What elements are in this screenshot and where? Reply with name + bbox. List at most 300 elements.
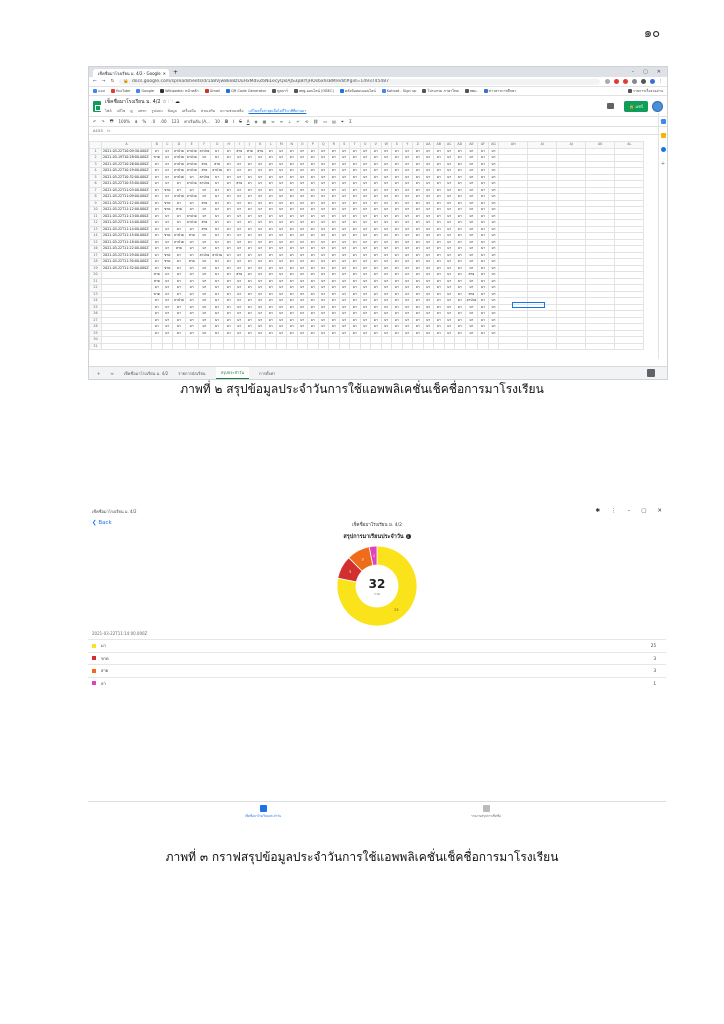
table-cell[interactable]: มา <box>423 311 434 318</box>
table-cell[interactable]: มา <box>465 285 478 292</box>
timestamp-cell[interactable]: 2021-03-22T11:32:00.000Z <box>102 265 152 272</box>
table-cell[interactable]: มา <box>413 298 424 305</box>
table-cell[interactable]: ลาป่วย <box>186 181 197 186</box>
table-cell[interactable]: มา <box>360 213 371 220</box>
table-cell[interactable]: มา <box>434 278 445 285</box>
column-header[interactable]: AC <box>444 142 455 149</box>
table-cell[interactable]: มา <box>152 226 163 233</box>
table-cell[interactable]: มา <box>478 187 489 194</box>
table-cell[interactable]: มา <box>381 200 392 207</box>
table-cell[interactable]: มา <box>465 278 478 285</box>
table-cell[interactable]: มา <box>455 285 466 292</box>
table-cell[interactable]: มา <box>413 174 424 181</box>
table-cell[interactable]: มา <box>173 181 186 188</box>
table-cell[interactable]: มา <box>402 246 413 253</box>
table-cell[interactable]: สาย <box>234 181 245 188</box>
add-addon-icon[interactable]: + <box>660 161 666 167</box>
table-cell[interactable]: มา <box>287 161 298 168</box>
column-header[interactable]: AG <box>488 142 499 149</box>
table-cell[interactable]: มา <box>413 265 424 272</box>
column-header[interactable]: X <box>392 142 403 149</box>
table-cell[interactable]: ลาป่วย <box>186 194 197 199</box>
table-cell[interactable]: มา <box>381 207 392 214</box>
table-cell[interactable]: มา <box>329 272 340 279</box>
table-cell[interactable]: มา <box>360 187 371 194</box>
table-cell[interactable]: มา <box>287 239 298 246</box>
table-cell[interactable]: มา <box>318 155 329 162</box>
table-cell[interactable]: มา <box>211 213 224 220</box>
calendar-icon[interactable] <box>661 119 666 124</box>
table-cell[interactable]: มา <box>162 317 173 324</box>
table-cell[interactable]: ลาป่วย <box>186 213 197 218</box>
table-cell[interactable]: มา <box>339 220 350 227</box>
table-cell[interactable]: มา <box>465 194 478 201</box>
table-cell[interactable]: มา <box>198 330 211 337</box>
table-cell[interactable]: มา <box>444 213 455 220</box>
table-cell[interactable]: มา <box>276 174 287 181</box>
table-cell[interactable]: มา <box>211 317 224 324</box>
table-cell[interactable]: มา <box>329 246 340 253</box>
table-cell[interactable]: มา <box>350 265 361 272</box>
table-cell[interactable]: มา <box>255 168 266 175</box>
table-cell[interactable]: มา <box>444 220 455 227</box>
table-cell[interactable]: มา <box>413 148 424 155</box>
table-cell[interactable] <box>162 343 173 350</box>
table-cell[interactable]: มา <box>211 148 224 155</box>
table-cell[interactable]: มา <box>478 278 489 285</box>
increase-decimal-icon[interactable]: .00 <box>160 119 167 124</box>
table-cell[interactable]: มา <box>234 317 245 324</box>
table-cell[interactable]: มา <box>350 174 361 181</box>
table-cell[interactable]: มา <box>371 161 382 168</box>
table-cell[interactable]: มา <box>488 174 499 181</box>
table-cell[interactable]: มา <box>444 168 455 175</box>
table-cell[interactable]: มา <box>329 278 340 285</box>
table-cell[interactable]: มา <box>211 226 224 233</box>
table-cell[interactable]: มา <box>185 272 198 279</box>
table-cell[interactable]: มา <box>465 233 478 240</box>
table-cell[interactable]: มา <box>350 330 361 337</box>
print-icon[interactable]: 🖶 <box>109 118 114 123</box>
table-cell[interactable]: มา <box>234 291 245 298</box>
row-number[interactable]: 1 <box>90 148 102 155</box>
table-cell[interactable]: มา <box>444 174 455 181</box>
table-cell[interactable]: มา <box>339 291 350 298</box>
table-cell[interactable]: มา <box>162 161 173 168</box>
table-cell[interactable]: มา <box>173 285 186 292</box>
table-cell[interactable]: มา <box>444 285 455 292</box>
table-cell[interactable]: มา <box>350 246 361 253</box>
table-cell[interactable]: มา <box>266 187 277 194</box>
undo-icon[interactable]: ↶ <box>93 119 97 124</box>
zoom-select[interactable]: 100% <box>118 119 130 124</box>
row-number[interactable]: 16 <box>90 246 102 253</box>
table-cell[interactable]: มา <box>392 220 403 227</box>
table-cell[interactable]: มา <box>423 207 434 214</box>
minimize-icon[interactable]: – <box>631 69 635 75</box>
table-cell[interactable]: มา <box>402 226 413 233</box>
table-cell[interactable] <box>528 343 557 350</box>
table-cell[interactable]: สาย <box>234 272 245 279</box>
table-cell[interactable]: มา <box>444 317 455 324</box>
table-cell[interactable]: มา <box>413 168 424 175</box>
table-cell[interactable]: มา <box>224 330 235 337</box>
table-cell[interactable]: มา <box>287 259 298 266</box>
table-cell[interactable]: มา <box>234 304 245 311</box>
table-cell[interactable]: มา <box>339 272 350 279</box>
table-cell[interactable]: มา <box>308 181 319 188</box>
table-cell[interactable]: มา <box>350 298 361 305</box>
table-cell[interactable]: มา <box>381 252 392 259</box>
table-cell[interactable]: มา <box>371 272 382 279</box>
table-cell[interactable]: มา <box>211 233 224 240</box>
table-cell[interactable]: มา <box>224 285 235 292</box>
explore-icon[interactable] <box>647 369 655 377</box>
table-cell[interactable]: มา <box>245 207 256 214</box>
bookmark-item[interactable]: YouTube <box>111 89 131 93</box>
table-cell[interactable]: มา <box>266 213 277 220</box>
table-cell[interactable]: มา <box>152 324 163 331</box>
table-cell[interactable]: มา <box>234 213 245 220</box>
table-cell[interactable]: มา <box>455 265 466 272</box>
table-cell[interactable]: มา <box>488 233 499 240</box>
table-cell[interactable]: มา <box>444 246 455 253</box>
table-cell[interactable]: สาย <box>173 207 186 214</box>
row-number[interactable]: 12 <box>90 220 102 227</box>
table-cell[interactable]: มา <box>371 194 382 201</box>
table-cell[interactable]: มา <box>297 213 308 220</box>
table-cell[interactable]: มา <box>434 298 445 305</box>
table-cell[interactable]: มา <box>339 278 350 285</box>
table-cell[interactable]: มา <box>297 233 308 240</box>
table-cell[interactable]: มา <box>234 259 245 266</box>
table-cell[interactable]: มา <box>371 200 382 207</box>
table-cell[interactable] <box>392 343 403 350</box>
bookmark-item[interactable]: QR Code Generator <box>226 89 266 93</box>
table-cell[interactable]: มา <box>329 213 340 220</box>
table-cell[interactable]: มา <box>276 233 287 240</box>
table-cell[interactable]: มา <box>402 213 413 220</box>
table-cell[interactable]: มา <box>402 278 413 285</box>
table-cell[interactable]: มา <box>360 252 371 259</box>
table-cell[interactable] <box>287 343 298 350</box>
table-cell[interactable]: มา <box>224 226 235 233</box>
table-cell[interactable]: มา <box>423 168 434 175</box>
table-cell[interactable]: มา <box>224 239 235 246</box>
table-cell[interactable]: มา <box>266 239 277 246</box>
table-cell[interactable]: มา <box>255 233 266 240</box>
table-cell[interactable]: มา <box>276 148 287 155</box>
table-cell[interactable]: มา <box>392 272 403 279</box>
table-cell[interactable]: มา <box>329 298 340 305</box>
table-cell[interactable]: มา <box>350 317 361 324</box>
table-cell[interactable]: มา <box>423 304 434 311</box>
table-cell[interactable]: มา <box>423 194 434 201</box>
table-cell[interactable]: มา <box>152 220 163 227</box>
table-cell[interactable]: มา <box>423 265 434 272</box>
table-cell[interactable]: ขาด <box>162 233 173 240</box>
table-cell[interactable]: มา <box>455 324 466 331</box>
extension-icon[interactable]: ✱ <box>595 508 600 514</box>
table-cell[interactable]: มา <box>266 298 277 305</box>
table-cell[interactable]: มา <box>266 259 277 266</box>
table-cell[interactable]: มา <box>478 233 489 240</box>
table-cell[interactable]: มา <box>162 220 173 227</box>
column-header[interactable]: W <box>381 142 392 149</box>
table-cell[interactable]: มา <box>392 161 403 168</box>
column-header[interactable]: V <box>371 142 382 149</box>
table-cell[interactable]: มา <box>234 278 245 285</box>
row-number[interactable]: 8 <box>90 194 102 201</box>
table-cell[interactable]: มา <box>308 265 319 272</box>
table-cell[interactable]: มา <box>152 181 163 188</box>
table-cell[interactable]: ลาป่วย <box>212 168 222 173</box>
table-cell[interactable]: มา <box>297 278 308 285</box>
table-cell[interactable]: มา <box>308 324 319 331</box>
table-cell[interactable]: มา <box>444 148 455 155</box>
table-cell[interactable]: มา <box>350 304 361 311</box>
table-cell[interactable]: มา <box>350 161 361 168</box>
table-cell[interactable]: มา <box>444 259 455 266</box>
table-cell[interactable]: มา <box>329 324 340 331</box>
table-cell[interactable]: มา <box>329 259 340 266</box>
table-cell[interactable]: มา <box>434 324 445 331</box>
table-cell[interactable]: มา <box>318 265 329 272</box>
table-cell[interactable]: มา <box>211 187 224 194</box>
table-cell[interactable]: มา <box>297 330 308 337</box>
table-cell[interactable]: มา <box>297 207 308 214</box>
table-cell[interactable]: มา <box>413 187 424 194</box>
bold-icon[interactable]: B <box>224 119 229 124</box>
table-cell[interactable] <box>615 343 644 350</box>
table-cell[interactable]: มา <box>266 220 277 227</box>
table-cell[interactable]: มา <box>402 187 413 194</box>
table-cell[interactable]: มา <box>297 148 308 155</box>
table-cell[interactable]: มา <box>455 168 466 175</box>
sheet-tab[interactable]: เช็คชื่อมาโรงเรียน ม. 4/2 <box>123 370 169 376</box>
table-cell[interactable]: มา <box>266 181 277 188</box>
timestamp-cell[interactable]: 2021-03-22T11:30:00.000Z <box>102 259 152 266</box>
table-cell[interactable]: มา <box>360 200 371 207</box>
url-bar[interactable] <box>119 79 599 85</box>
table-cell[interactable]: มา <box>255 259 266 266</box>
table-cell[interactable]: มา <box>287 213 298 220</box>
table-cell[interactable]: มา <box>308 285 319 292</box>
table-cell[interactable]: มา <box>339 168 350 175</box>
table-cell[interactable]: มา <box>276 317 287 324</box>
table-cell[interactable]: มา <box>413 194 424 201</box>
table-cell[interactable]: มา <box>413 304 424 311</box>
table-cell[interactable]: มา <box>318 259 329 266</box>
table-cell[interactable]: มา <box>287 311 298 318</box>
table-cell[interactable]: มา <box>152 207 163 214</box>
table-cell[interactable]: มา <box>287 317 298 324</box>
table-cell[interactable]: มา <box>444 265 455 272</box>
table-cell[interactable]: มา <box>224 324 235 331</box>
strikethrough-icon[interactable]: S <box>239 119 242 124</box>
table-cell[interactable]: มา <box>318 168 329 175</box>
table-cell[interactable] <box>185 343 198 350</box>
table-cell[interactable]: มา <box>392 181 403 188</box>
table-cell[interactable]: มา <box>371 265 382 272</box>
percent-format-icon[interactable]: % <box>142 119 147 124</box>
table-cell[interactable]: มา <box>224 168 235 175</box>
table-cell[interactable]: มา <box>211 200 224 207</box>
table-cell[interactable]: มา <box>318 226 329 233</box>
table-cell[interactable]: มา <box>381 324 392 331</box>
table-cell[interactable]: มา <box>392 317 403 324</box>
table-cell[interactable]: มา <box>444 324 455 331</box>
table-cell[interactable]: มา <box>173 311 186 318</box>
table-cell[interactable]: มา <box>434 181 445 188</box>
table-cell[interactable]: มา <box>434 187 445 194</box>
table-cell[interactable] <box>173 343 186 350</box>
table-cell[interactable]: มา <box>455 298 466 305</box>
table-cell[interactable]: มา <box>234 220 245 227</box>
table-cell[interactable]: มา <box>381 311 392 318</box>
table-cell[interactable]: มา <box>276 155 287 162</box>
table-cell[interactable]: มา <box>360 168 371 175</box>
table-cell[interactable]: มา <box>211 207 224 214</box>
table-cell[interactable]: มา <box>350 194 361 201</box>
table-cell[interactable]: มา <box>224 174 235 181</box>
table-cell[interactable]: มา <box>152 298 163 305</box>
row-number[interactable]: 22 <box>90 285 102 292</box>
table-cell[interactable]: มา <box>224 194 235 201</box>
table-cell[interactable]: มา <box>211 278 224 285</box>
table-cell[interactable]: มา <box>224 161 235 168</box>
timestamp-cell[interactable]: 2021-03-22T11:03:00.000Z <box>102 187 152 194</box>
table-cell[interactable]: มา <box>224 304 235 311</box>
table-cell[interactable]: มา <box>381 233 392 240</box>
table-cell[interactable] <box>234 343 245 350</box>
table-cell[interactable]: มา <box>266 265 277 272</box>
column-header[interactable]: I <box>234 142 245 149</box>
table-cell[interactable]: มา <box>444 291 455 298</box>
table-cell[interactable]: มา <box>423 252 434 259</box>
table-cell[interactable]: มา <box>185 265 198 272</box>
table-cell[interactable]: มา <box>266 324 277 331</box>
table-cell[interactable]: มา <box>318 291 329 298</box>
table-cell[interactable]: มา <box>371 239 382 246</box>
table-cell[interactable]: มา <box>234 174 245 181</box>
tasks-icon[interactable] <box>661 147 666 152</box>
table-cell[interactable]: มา <box>434 265 445 272</box>
table-cell[interactable]: มา <box>455 207 466 214</box>
table-cell[interactable]: มา <box>152 239 163 246</box>
column-header[interactable]: B <box>152 142 163 149</box>
extension-icon[interactable] <box>614 79 619 84</box>
table-cell[interactable]: มา <box>276 298 287 305</box>
table-cell[interactable]: มา <box>339 311 350 318</box>
column-header[interactable]: F <box>198 142 211 149</box>
table-cell[interactable]: มา <box>234 324 245 331</box>
table-cell[interactable]: มา <box>211 311 224 318</box>
table-cell[interactable]: มา <box>434 239 445 246</box>
table-cell[interactable]: มา <box>488 239 499 246</box>
table-cell[interactable]: มา <box>488 311 499 318</box>
table-cell[interactable]: มา <box>360 161 371 168</box>
table-cell[interactable]: มา <box>152 265 163 272</box>
share-button[interactable]: 🔒 แชร์ <box>624 101 648 112</box>
table-cell[interactable] <box>350 343 361 350</box>
column-header[interactable]: Q <box>318 142 329 149</box>
table-cell[interactable]: มา <box>455 181 466 188</box>
table-cell[interactable]: มา <box>255 207 266 214</box>
table-cell[interactable]: มา <box>423 226 434 233</box>
table-cell[interactable]: มา <box>276 239 287 246</box>
table-cell[interactable]: มา <box>318 148 329 155</box>
more-vert-icon[interactable]: ⋮ <box>658 79 663 84</box>
menu-data[interactable]: ข้อมูล <box>167 109 177 113</box>
close-icon[interactable]: ✕ <box>657 508 662 514</box>
column-header[interactable]: AL <box>615 142 644 149</box>
table-cell[interactable]: มา <box>211 220 224 227</box>
table-cell[interactable]: สาย <box>198 200 211 207</box>
table-cell[interactable] <box>308 343 319 350</box>
align-icon[interactable]: ≡ <box>279 119 284 124</box>
table-cell[interactable]: มา <box>297 155 308 162</box>
table-cell[interactable]: มา <box>211 174 224 181</box>
table-cell[interactable]: มา <box>276 252 287 259</box>
table-cell[interactable]: มา <box>350 155 361 162</box>
table-cell[interactable]: มา <box>444 298 455 305</box>
table-cell[interactable]: มา <box>308 259 319 266</box>
table-cell[interactable]: มา <box>402 181 413 188</box>
table-cell[interactable]: มา <box>478 226 489 233</box>
table-cell[interactable]: มา <box>173 226 186 233</box>
table-cell[interactable]: มา <box>478 181 489 188</box>
table-cell[interactable]: มา <box>392 285 403 292</box>
table-cell[interactable]: มา <box>173 252 186 259</box>
back-arrow-icon[interactable]: ← <box>93 79 97 84</box>
row-number[interactable]: 17 <box>90 252 102 259</box>
italic-icon[interactable]: I <box>233 119 235 124</box>
table-cell[interactable]: ลาป่วย <box>174 168 184 173</box>
table-cell[interactable]: มา <box>173 220 186 227</box>
last-edit-link[interactable]: แก้ไขครั้งล่าสุดเมื่อไม่กี่วินาทีที่ผ่านมา <box>248 109 307 113</box>
table-cell[interactable]: มา <box>402 330 413 337</box>
table-cell[interactable]: มา <box>465 330 478 337</box>
table-cell[interactable]: มา <box>297 194 308 201</box>
table-cell[interactable]: มา <box>162 148 173 155</box>
table-cell[interactable]: มา <box>255 174 266 181</box>
table-cell[interactable]: มา <box>245 194 256 201</box>
table-cell[interactable]: มา <box>488 324 499 331</box>
table-cell[interactable]: มา <box>245 246 256 253</box>
table-cell[interactable]: มา <box>465 252 478 259</box>
table-cell[interactable]: มา <box>297 168 308 175</box>
table-cell[interactable]: มา <box>350 311 361 318</box>
table-cell[interactable]: มา <box>162 246 173 253</box>
table-cell[interactable]: มา <box>152 194 163 201</box>
selected-cell[interactable] <box>512 302 545 308</box>
table-cell[interactable]: มา <box>381 246 392 253</box>
functions-icon[interactable]: Σ <box>349 119 352 124</box>
table-cell[interactable]: มา <box>392 207 403 214</box>
table-cell[interactable]: มา <box>308 213 319 220</box>
table-cell[interactable]: มา <box>162 311 173 318</box>
table-cell[interactable]: มา <box>287 174 298 181</box>
table-cell[interactable]: มา <box>276 200 287 207</box>
table-cell[interactable]: มา <box>152 317 163 324</box>
table-cell[interactable]: มา <box>152 148 163 155</box>
table-cell[interactable]: มา <box>162 213 173 220</box>
table-cell[interactable]: มา <box>185 246 198 253</box>
table-cell[interactable]: มา <box>308 304 319 311</box>
table-cell[interactable]: มา <box>488 148 499 155</box>
table-cell[interactable]: มา <box>224 278 235 285</box>
